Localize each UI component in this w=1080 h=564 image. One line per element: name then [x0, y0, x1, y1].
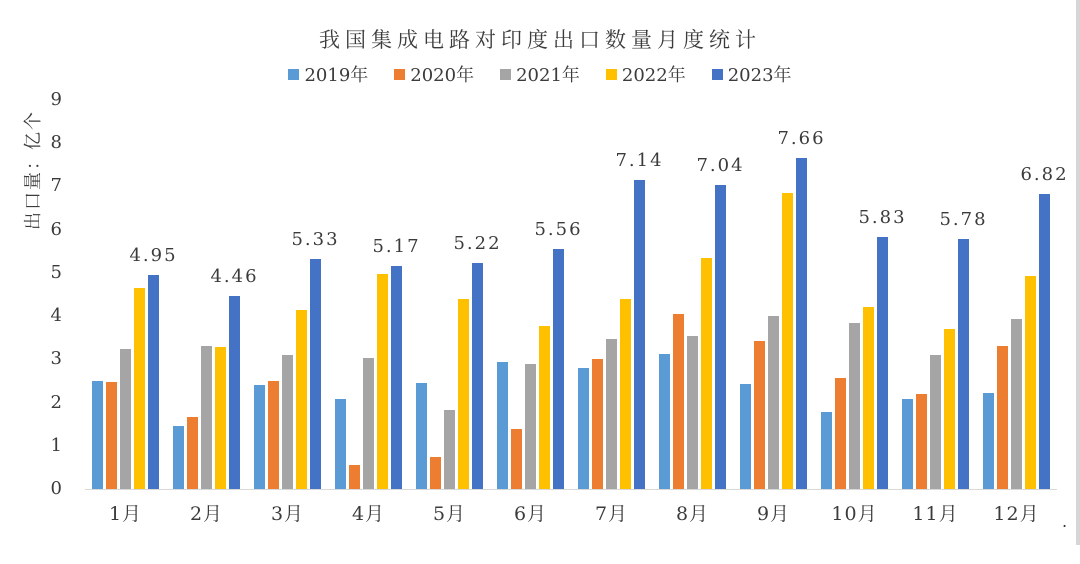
bar-2022年-10月	[863, 307, 874, 489]
bar-2021年-5月	[444, 410, 455, 489]
y-tick-label: 6	[50, 218, 62, 240]
bar-2022年-6月	[539, 326, 550, 489]
x-tick-label: 10月	[831, 503, 878, 525]
bar-data-label: 7.04	[696, 154, 745, 176]
legend-swatch-icon	[500, 69, 511, 80]
bar-data-label: 7.66	[777, 127, 826, 149]
bar-2021年-9月	[768, 316, 779, 489]
legend-swatch-icon	[394, 69, 405, 80]
bar-group-9月	[733, 100, 826, 489]
bar-2020年-6月	[511, 429, 522, 489]
legend-item-2022年	[606, 61, 686, 87]
bar-2023年-1月	[129, 245, 178, 489]
bar-data-label: 4.46	[210, 266, 259, 288]
x-tick-label: 2月	[189, 503, 224, 525]
bar-group-1月	[85, 100, 178, 489]
bar-2021年-3月	[282, 355, 293, 489]
bar-group-6月	[490, 100, 583, 489]
bar-group-10月	[814, 100, 907, 489]
bar-2022年-12月	[1025, 276, 1036, 489]
bar-2023年-9月	[777, 127, 826, 489]
bar-2022年-5月	[458, 299, 469, 489]
bar-2020年-4月	[349, 465, 360, 489]
x-tick-label: 12月	[993, 503, 1040, 525]
bar-2023年-2月	[210, 266, 259, 489]
bar-2021年-11月	[930, 355, 941, 489]
bar-data-label: 6.82	[1020, 164, 1069, 186]
legend-label: 2021年	[516, 65, 580, 86]
bar-group-3月	[247, 100, 340, 489]
bar-2019年-4月	[335, 399, 346, 489]
bar-2021年-4月	[363, 358, 374, 489]
bar-2020年-3月	[268, 381, 279, 489]
bar-data-label: 4.95	[129, 245, 178, 267]
bar-data-label: 5.78	[939, 209, 988, 231]
bar-2022年-1月	[134, 288, 145, 489]
y-tick-label: 7	[50, 175, 62, 197]
bar-2020年-1月	[106, 382, 117, 489]
x-tick-label: 4月	[351, 503, 386, 525]
y-tick-label: 3	[50, 348, 62, 370]
bar-data-label: 5.22	[453, 233, 502, 255]
bar-data-label: 5.83	[858, 207, 907, 229]
bar-2020年-2月	[187, 417, 198, 489]
bar-2022年-7月	[620, 299, 631, 489]
bar-2020年-8月	[673, 314, 684, 489]
y-tick-label: 8	[50, 132, 62, 154]
bar-group-4月	[328, 100, 421, 489]
y-tick-label: 9	[50, 89, 62, 110]
bar-2019年-12月	[983, 393, 994, 489]
bar-2019年-3月	[254, 385, 265, 489]
bar-group-2月	[166, 100, 259, 489]
bar-2019年-8月	[659, 354, 670, 489]
plot-area	[85, 100, 1069, 490]
legend-item-2023年	[712, 61, 792, 87]
x-tick-label: 7月	[594, 503, 629, 525]
bar-2022年-4月	[377, 274, 388, 489]
bar-2023年-8月	[696, 154, 745, 489]
bar-2022年-3月	[296, 310, 307, 489]
legend-label: 2020年	[410, 65, 475, 86]
bar-2021年-1月	[120, 349, 131, 489]
bar-2019年-2月	[173, 426, 184, 489]
legend	[0, 61, 1080, 87]
bar-2023年-12月	[1020, 164, 1069, 489]
bar-2019年-5月	[416, 383, 427, 489]
legend-label: 2019年	[304, 65, 369, 86]
bar-2019年-6月	[497, 362, 508, 489]
bar-group-12月	[976, 100, 1069, 489]
bar-2019年-11月	[902, 399, 913, 489]
bar-2022年-9月	[782, 193, 793, 489]
corner-mark: .	[1062, 512, 1068, 531]
right-edge-strip	[1076, 0, 1080, 545]
bar-2023年-3月	[291, 228, 340, 489]
bar-group-11月	[895, 100, 988, 489]
bar-2021年-2月	[201, 346, 212, 489]
bar-2020年-11月	[916, 394, 927, 489]
bar-2020年-12月	[997, 346, 1008, 489]
y-tick-label: 2	[50, 391, 62, 413]
legend-swatch-icon	[712, 69, 723, 80]
bar-data-label: 5.33	[291, 228, 340, 250]
bar-2023年-11月	[939, 209, 988, 489]
bar-group-7月	[571, 100, 664, 489]
bar-2021年-8月	[687, 336, 698, 489]
bar-group-5月	[409, 100, 502, 489]
bar-2021年-7月	[606, 339, 617, 489]
y-tick-label: 0	[50, 478, 62, 499]
bar-2020年-10月	[835, 378, 846, 489]
bar-2022年-11月	[944, 329, 955, 489]
bar-2021年-6月	[525, 364, 536, 489]
bar-2023年-4月	[372, 235, 421, 489]
chart-title: 我国集成电路对印度出口数量月度统计	[319, 28, 761, 52]
y-tick-label: 4	[50, 305, 62, 327]
bar-data-label: 5.56	[534, 218, 583, 240]
bar-2020年-5月	[430, 457, 441, 489]
bar-group-8月	[652, 100, 745, 489]
bar-2020年-9月	[754, 341, 765, 489]
bar-data-label: 7.14	[615, 150, 664, 172]
bar-2021年-10月	[849, 323, 860, 489]
bar-data-label: 5.17	[372, 235, 421, 257]
bar-2023年-5月	[453, 233, 502, 489]
legend-swatch-icon	[288, 69, 299, 80]
x-tick-label: 11月	[912, 503, 959, 525]
bar-2023年-10月	[858, 207, 907, 489]
bar-2020年-7月	[592, 359, 603, 489]
legend-item-2019年	[288, 61, 368, 87]
x-tick-label: 6月	[513, 503, 548, 525]
y-tick-label: 5	[50, 261, 62, 283]
legend-item-2021年	[500, 61, 580, 87]
bar-2021年-12月	[1011, 319, 1022, 489]
bar-2023年-6月	[534, 218, 583, 489]
bar-2019年-1月	[92, 381, 103, 489]
bar-2022年-2月	[215, 347, 226, 489]
bar-2023年-7月	[615, 150, 664, 489]
x-tick-label: 8月	[675, 503, 710, 525]
y-tick-label: 1	[50, 434, 62, 456]
x-axis-labels	[85, 499, 1057, 526]
y-axis-title: 出口量：亿个	[23, 110, 44, 230]
legend-item-2020年	[394, 61, 474, 87]
bar-2019年-9月	[740, 384, 751, 489]
x-tick-label: 3月	[270, 503, 305, 525]
y-axis-ticks	[0, 89, 70, 499]
legend-label: 2023年	[727, 65, 792, 86]
x-tick-label: 1月	[108, 503, 143, 525]
bar-2019年-7月	[578, 368, 589, 489]
x-tick-label: 5月	[432, 503, 467, 525]
legend-swatch-icon	[606, 69, 617, 80]
bar-2019年-10月	[821, 412, 832, 489]
legend-label: 2022年	[621, 65, 686, 86]
x-tick-label: 9月	[756, 503, 791, 525]
bar-2022年-8月	[701, 258, 712, 489]
